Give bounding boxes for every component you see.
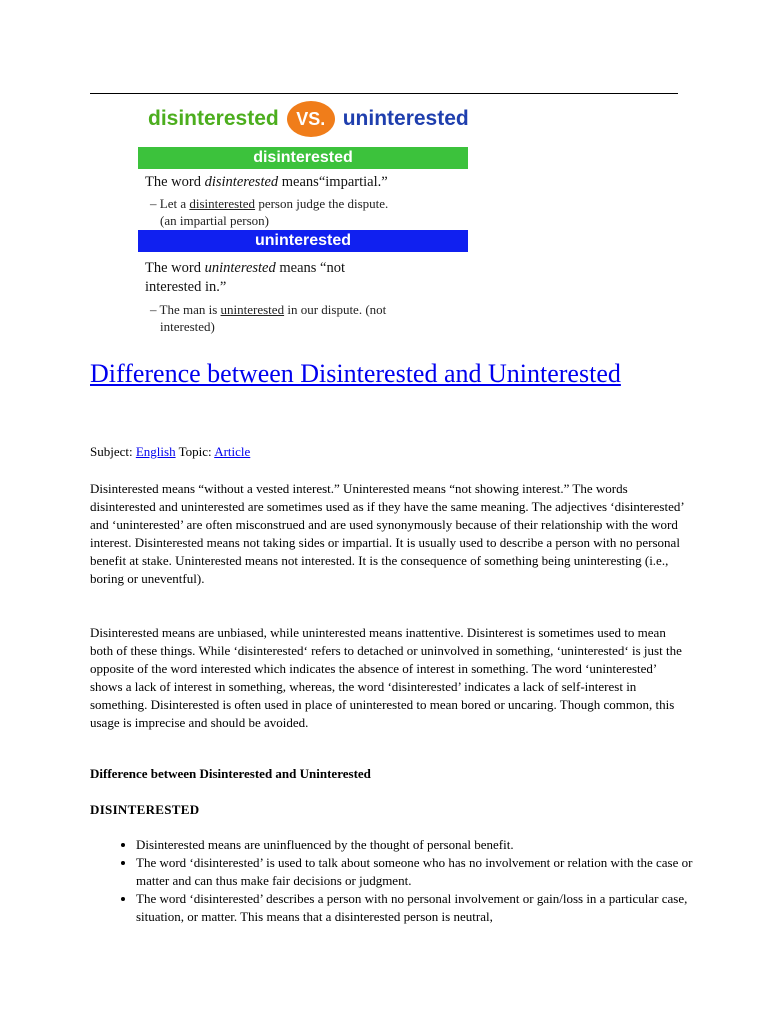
list-item: • Disinterested means are uninfluenced by the thought of personal benefit.: [136, 836, 716, 854]
subject-label: Subject:: [90, 444, 133, 459]
disinterested-bullet-list: [90, 836, 716, 926]
uninterested-example-note: interested): [160, 319, 215, 334]
paragraph-intro: Disinterested means “without a vested interest.” Uninterested means “not showing interest.” The words disinterested and uninterested are sometimes used as if they have the same meaning. The adjectives ‘disinterested’ and ‘uninterested’ are often misconstrued and are used synonymously because of their relationship with the word interest. Disinterested means not taking sides or impartial. It is usually used to describe a person with no personal benefit at stake. Uninterested means not interested. It is the consequence of something being uninteresting (i.e., boring or uneventful).: [90, 481, 684, 586]
image-heading-left: disinterested: [148, 107, 279, 130]
topic-label: Topic:: [178, 444, 212, 459]
disinterested-heading: DISINTERESTED: [90, 802, 200, 817]
image-heading-right: uninterested: [342, 107, 469, 130]
comparison-image: [138, 100, 568, 338]
article-title: [90, 356, 630, 392]
list-item: • The word ‘disinterested’ describes a person with no personal involvement or gain/loss in a particular case, situation, or matter. This means that a disinterested person is neutral,: [136, 890, 716, 926]
section-heading: Difference between Disinterested and Uninterested: [90, 766, 371, 781]
top-divider: [90, 93, 678, 94]
image-heading: [148, 102, 568, 136]
article-title-link[interactable]: Difference between Disinterested and Uninterested: [90, 359, 621, 388]
subject-line: [90, 444, 250, 460]
disinterested-definition: The word disinterested means“impartial.”: [145, 174, 388, 190]
vs-badge: VS.: [287, 101, 335, 137]
uninterested-definition: The word uninterested means “not: [145, 260, 345, 276]
paragraph-comparison: Disinterested means are unbiased, while uninterested means inattentive. Disinterest is sometimes used to mean both of these things. While ‘disinterested‘ refers to detached or uninvolved in something, ‘uninterested‘ is just the opposite of the word interested which indicates the absence of interest in something. The word ‘uninterested’ shows a lack of interest in something, whereas, the word ‘disinterested’ indicates a lack of self-interest in something. Disinterested is often used in place of uninterested to mean bored or uncaring. Though common, this usage is imprecise and should be avoided.: [90, 625, 682, 730]
disinterested-example: – Let a disinterested person judge the dispute.: [150, 196, 389, 211]
uninterested-definition-line2: interested in.”: [145, 279, 227, 295]
topic-link[interactable]: Article: [214, 444, 251, 459]
disinterested-bar: disinterested: [138, 147, 468, 169]
list-item: • The word ‘disinterested’ is used to talk about someone who has no involvement or relation with the case or matter and can thus make fair decisions or judgment.: [136, 854, 716, 890]
uninterested-bar: uninterested: [138, 230, 468, 252]
subject-link[interactable]: English: [135, 444, 176, 459]
disinterested-example-note: (an impartial person): [160, 213, 270, 228]
uninterested-example: – The man is uninterested in our dispute. (not: [150, 302, 387, 317]
